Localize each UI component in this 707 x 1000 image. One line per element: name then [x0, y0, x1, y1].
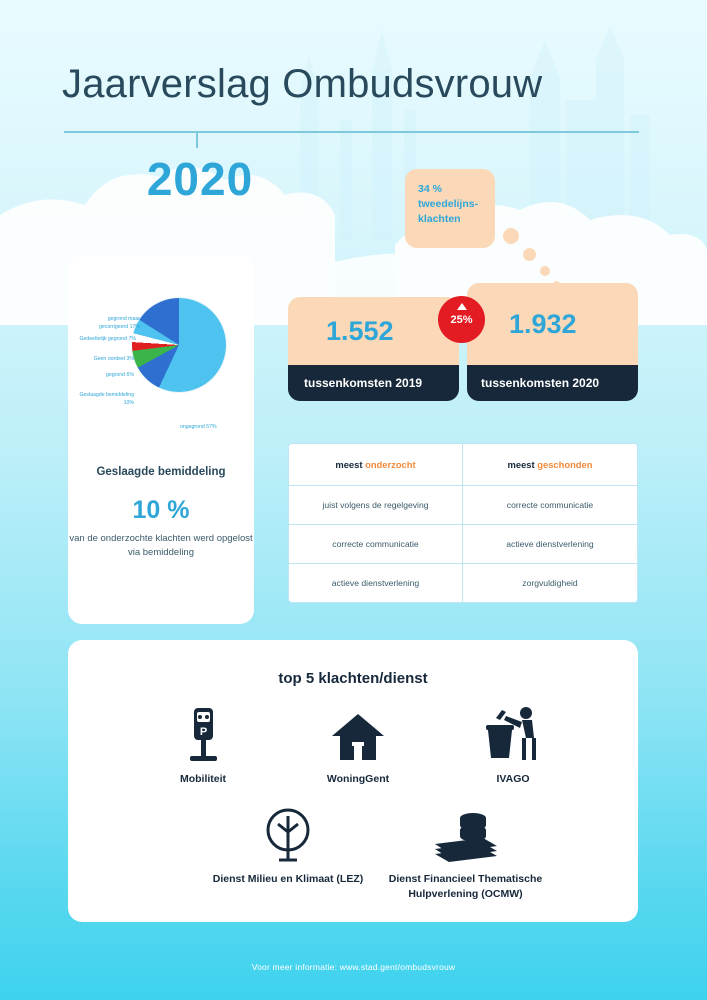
table-cell-right: actieve dienstverlening [463, 525, 637, 564]
pie-label-ongegrond: ongegrond 57% [180, 424, 217, 430]
pie-label-geslaagde-bemiddeling: Geslaagde bemiddeling 10% [79, 392, 134, 406]
bubble-dot-3 [540, 266, 550, 276]
mediation-description: van de onderzochte klachten werd opgelost via bemiddeling [69, 533, 253, 559]
waste-bin-icon [438, 700, 588, 762]
table-row [289, 525, 637, 564]
service-item [438, 700, 588, 787]
tree-icon [208, 800, 368, 862]
table-header-left: meest onderzocht [289, 444, 463, 486]
stat-2019-label: tussenkomsten 2019 [288, 365, 459, 401]
service-item [128, 700, 278, 787]
parking-meter-icon [128, 700, 278, 762]
stat-2020-value: 1.932 [467, 283, 638, 365]
table-cell-right: zorgvuldigheid [522, 578, 578, 588]
stat-2020 [467, 283, 638, 401]
service-label: WoningGent [326, 773, 390, 785]
stat-2019 [288, 297, 459, 401]
service-item [208, 800, 368, 887]
pie-label-geen-oordeel: Geen oordeel 3% [93, 356, 134, 362]
growth-badge [438, 296, 485, 343]
tweedelijns-bubble: 34 % tweedelijns- klachten [405, 169, 495, 248]
year-pointer [196, 132, 198, 148]
service-label: Dienst Milieu en Klimaat (LEZ) [212, 873, 364, 885]
top-services-card [68, 640, 638, 922]
arrow-up-icon [457, 303, 467, 310]
stat-2020-label: tussenkomsten 2020 [467, 365, 638, 401]
mediation-percentage: 10 % [132, 496, 190, 524]
table-cell-left: correcte communicatie [289, 525, 463, 564]
themes-table [288, 443, 638, 603]
money-stack-icon [358, 800, 573, 862]
bubble-dot-1 [503, 228, 519, 244]
house-icon [283, 700, 433, 762]
pie-label-gedeeltelijk-gegrond: Gedeeltelijk gegrond 7% [79, 336, 136, 342]
svg-text:P: P [199, 726, 208, 738]
pie-graphic [132, 298, 226, 392]
service-label: Dienst Financieel Thematische Hulpverlening (OCMW) [388, 873, 543, 900]
page-title: Jaarverslag Ombudsvrouw [62, 62, 543, 106]
table-row [289, 486, 637, 525]
top-services-title: top 5 klachten/dienst [278, 670, 428, 687]
table-row [289, 564, 637, 602]
pie-label-gegrond: gegrond 6% [106, 372, 134, 378]
service-item [283, 700, 433, 787]
growth-badge-value: 25% [450, 313, 473, 326]
klachten-pie-chart [76, 276, 246, 451]
bubble-dot-2 [523, 248, 536, 261]
table-cell-right: correcte communicatie [463, 486, 637, 525]
table-header-row [289, 444, 637, 486]
footer-text: Voor meer informatie: www.stad.gent/ombudsvrouw [251, 962, 456, 972]
stat-2019-value: 1.552 [288, 297, 459, 365]
table-header-right: meest geschonden [463, 444, 637, 486]
year-label: 2020 [146, 153, 254, 205]
service-item [358, 800, 573, 901]
pie-label-gegrond-gecorrigeerd: gegrond maar gecorrigeerd 17% [99, 316, 140, 330]
table-cell-left: actieve dienstverlening [289, 564, 463, 602]
mediation-card [68, 256, 254, 624]
title-divider [64, 131, 639, 133]
table-cell-left: juist volgens de regelgeving [289, 486, 463, 525]
service-label: Mobiliteit [179, 773, 227, 785]
mediation-heading: Geslaagde bemiddeling [96, 466, 226, 478]
service-label: IVAGO [496, 773, 530, 785]
